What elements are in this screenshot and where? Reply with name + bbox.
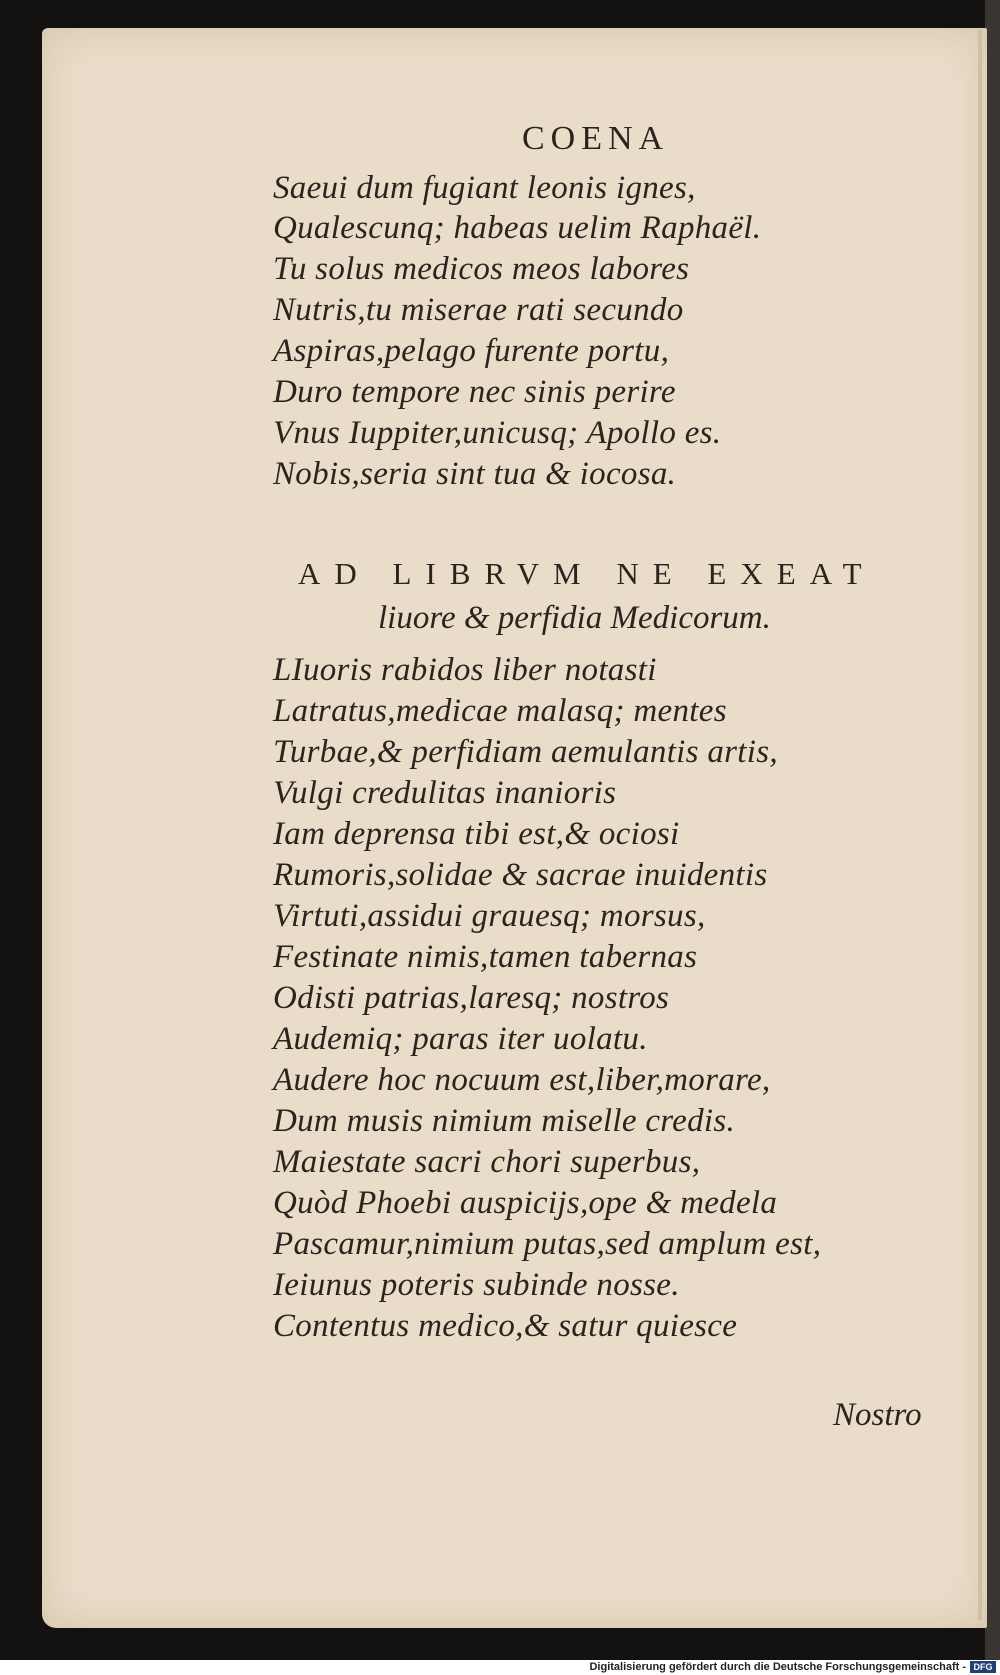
dfg-logo: DFG <box>970 1661 996 1673</box>
verse-line: Latratus,medicae malasq; mentes <box>273 693 727 729</box>
verse-line: Pascamur,nimium putas,sed amplum est, <box>273 1226 822 1262</box>
section-subtitle: liuore & perfidia Medicorum. <box>378 600 771 636</box>
verse-line: Rumoris,solidae & sacrae inuidentis <box>273 857 768 893</box>
verse-line: Tu solus medicos meos labores <box>273 251 690 287</box>
verse-line: Festinate nimis,tamen tabernas <box>273 939 698 975</box>
verse-line: Audere hoc nocuum est,liber,morare, <box>273 1062 771 1098</box>
verse-line: Qualescunq; habeas uelim Raphaël. <box>273 210 762 246</box>
catchword: Nostro <box>833 1397 922 1433</box>
footer-credit: Digitalisierung gefördert durch die Deutsche Forschungsgemeinschaft - <box>589 1661 966 1673</box>
page-leaf-edge <box>978 30 982 1620</box>
verse-line: Nutris,tu miserae rati secundo <box>273 292 684 328</box>
verse-line: Maiestate sacri chori superbus, <box>273 1144 701 1180</box>
verse-line: Dum musis nimium miselle credis. <box>273 1103 736 1139</box>
verse-line: Odisti patrias,laresq; nostros <box>273 980 670 1016</box>
verse-line: Aspiras,pelago furente portu, <box>273 333 670 369</box>
verse-line: Vnus Iuppiter,unicusq; Apollo es. <box>273 415 722 451</box>
verse-line: Turbae,& perfidiam aemulantis artis, <box>273 734 778 770</box>
verse-line: Iam deprensa tibi est,& ociosi <box>273 816 680 852</box>
verse-line: Duro tempore nec sinis perire <box>273 374 676 410</box>
running-head: COENA <box>522 120 670 157</box>
verse-line: Ieiunus poteris subinde nosse. <box>273 1267 680 1303</box>
verse-line: Saeui dum fugiant leonis ignes, <box>273 170 696 206</box>
verse-line: Audemiq; paras iter uolatu. <box>273 1021 648 1057</box>
section-title: AD LIBRVM NE EXEAT <box>298 556 876 591</box>
verse-line: Virtuti,assidui grauesq; morsus, <box>273 898 706 934</box>
verse-line: Vulgi credulitas inanioris <box>273 775 617 811</box>
verse-line: Quòd Phoebi auspicijs,ope & medela <box>273 1185 778 1221</box>
verse-line: LIuoris rabidos liber notasti <box>273 652 657 688</box>
verse-line: Nobis,seria sint tua & iocosa. <box>273 456 677 492</box>
scan-right-edge <box>985 0 1000 1660</box>
verse-line: Contentus medico,& satur quiesce <box>273 1308 738 1344</box>
